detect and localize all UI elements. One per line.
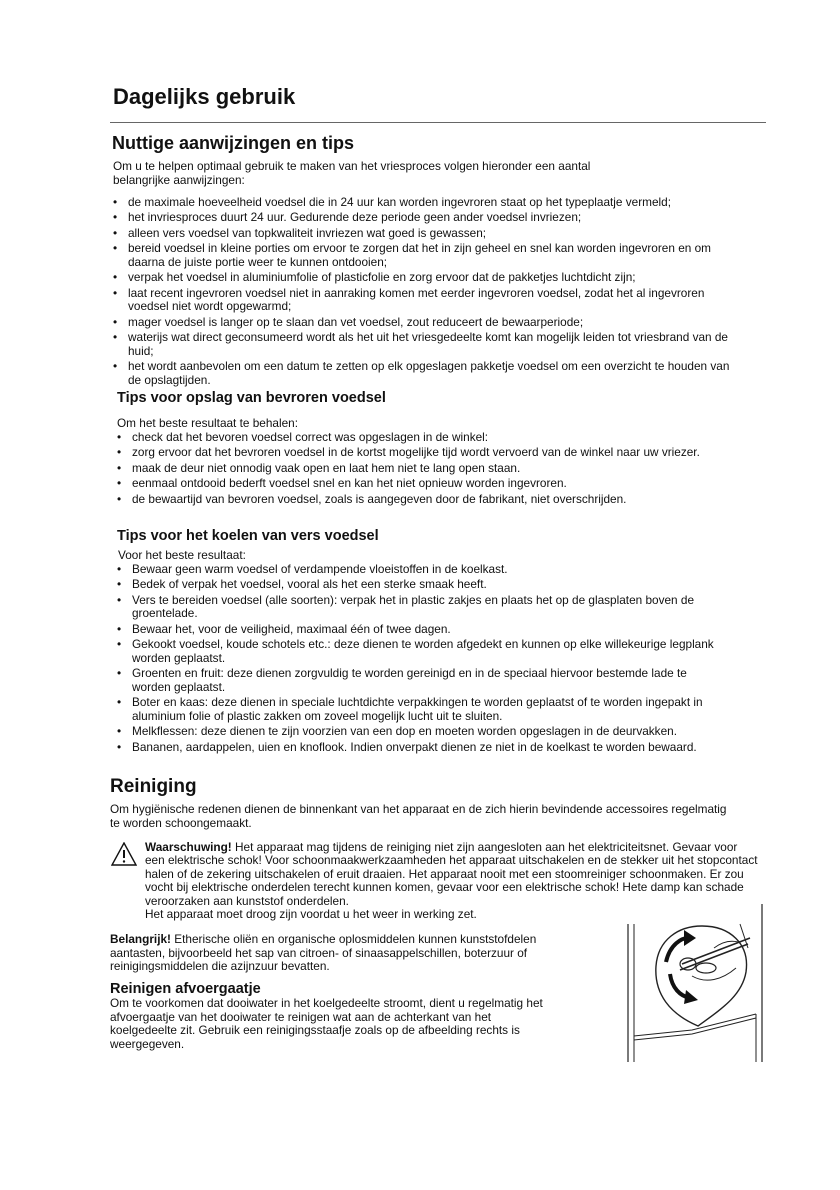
section-heading-fresh-food: Tips voor het koelen van vers voedsel	[117, 528, 379, 544]
list-item: • Bewaar geen warm voedsel of verdampende vloeistoffen in de koelkast.	[117, 563, 722, 577]
title-divider	[110, 122, 766, 123]
tips-list	[113, 196, 741, 389]
warning-triangle-icon	[111, 842, 137, 866]
important-label: Belangrijk!	[110, 932, 171, 946]
list-item: • het wordt aanbevolen om een datum te zetten op elk opgeslagen pakketje voedsel om een overzicht te houden van de opslagtijden.	[113, 360, 741, 387]
section-heading-tips: Nuttige aanwijzingen en tips	[112, 133, 355, 153]
list-item: • Bewaar het, voor de veiligheid, maximaal één of twee dagen.	[117, 623, 722, 637]
list-item: • Gekookt voedsel, koude schotels etc.: deze dienen te worden afgedekt en kunnen op elke willekeurige legplank worden geplaatst.	[117, 638, 722, 665]
page-title: Dagelijks gebruik	[113, 84, 296, 109]
section-heading-frozen-storage: Tips voor opslag van bevroren voedsel	[117, 390, 386, 406]
list-item: • alleen vers voedsel van topkwaliteit invriezen wat goed is gewassen;	[113, 227, 741, 241]
tips-intro: Om u te helpen optimaal gebruik te maken van het vriesproces volgen hieronder een aantal belangrijke aanwijzingen:	[113, 159, 591, 187]
section-heading-drain: Reinigen afvoergaatje	[110, 981, 261, 997]
list-item: • het invriesproces duurt 24 uur. Gedurende deze periode geen ander voedsel invriezen;	[113, 211, 741, 225]
list-item: • de maximale hoeveelheid voedsel die in 24 uur kan worden ingevroren staat op het typeplaatje vermeld;	[113, 196, 741, 210]
list-item: • eenmaal ontdooid bederft voedsel snel en kan het niet opnieuw worden ingevroren.	[117, 477, 717, 491]
list-item: • Bananen, aardappelen, uien en knoflook. Indien onverpakt dienen ze niet in de koelkast te worden bewaard.	[117, 741, 722, 755]
list-item: • Bedek of verpak het voedsel, vooral als het een sterke smaak heeft.	[117, 578, 722, 592]
drain-text: Om te voorkomen dat dooiwater in het koelgedeelte stroomt, dient u regelmatig het afvoergaatje van het dooiwater te reinigen wat aan de achterkant van het koelgedeelte zit. Gebruik een reinigingsstaafje zoals op de afbeelding rechts is weergegeven.	[110, 996, 543, 1051]
list-item: • maak de deur niet onnodig vaak open en laat hem niet te lang open staan.	[117, 462, 717, 476]
list-item: • Groenten en fruit: deze dienen zorgvuldig te worden gereinigd en in de speciaal hiervoor bestemde lade te worden geplaatst.	[117, 667, 722, 694]
cleaning-intro: Om hygiënische redenen dienen de binnenkant van het apparaat en de zich hierin bevindende accessoires regelmatig te worden schoongemaakt.	[110, 802, 727, 830]
warning-text: Het apparaat mag tijdens de reiniging niet zijn aangesloten aan het elektriciteitsnet. Gevaar voor een elektrische schok! Voor schoonmaakwerkzaamheden het apparaat uitschakelen en de stekker uit het stopcontact halen of de zekering uitschakelen of eruit draaien. Het apparaat nooit met een stoomreiniger schoonmaken. Er zou vocht bij elektrische onderdelen terecht kunnen komen, gevaar voor een elektrische schok! Hete damp kan schade veroorzaken aan kunststof onderdelen.	[145, 840, 758, 908]
fresh-food-list	[117, 563, 722, 756]
warning-label: Waarschuwing!	[145, 840, 232, 854]
important-text: Etherische oliën en organische oplosmiddelen kunnen kunststofdelen aantasten, bijvoorbeeld het sap van citroen- of sinaasappelschillen, boterzuur of reinigingsmiddelen die azijnzuur bevatten.	[110, 932, 537, 974]
important-paragraph	[110, 933, 585, 974]
list-item: • waterijs wat direct geconsumeerd wordt als het uit het vriesgedeelte komt kan mogelijk leiden tot vriesbrand van de huid;	[113, 331, 741, 358]
list-item: • bereid voedsel in kleine porties om ervoor te zorgen dat het in zijn geheel en snel kan worden ingevroren en om daarna de juiste portie weer te kunnen ontdooien;	[113, 242, 741, 269]
warning-paragraph	[145, 841, 760, 908]
list-item: • verpak het voedsel in aluminiumfolie of plasticfolie en zorg ervoor dat de pakketjes luchtdicht zijn;	[113, 271, 741, 285]
list-item: • laat recent ingevroren voedsel niet in aanraking komen met eerder ingevroren voedsel, zodat het al ingevroren voedsel niet wordt opgewarmd;	[113, 287, 741, 314]
list-item: • Boter en kaas: deze dienen in speciale luchtdichte verpakkingen te worden geplaatst of te worden ingepakt in aluminium folie of plastic zakken om zoveel mogelijk lucht uit te sluiten.	[117, 696, 722, 723]
list-item: • zorg ervoor dat het bevroren voedsel in de kortst mogelijke tijd wordt vervoerd van de winkel naar uw vriezer.	[117, 446, 717, 460]
warning-dry-note: Het apparaat moet droog zijn voordat u het weer in werking zet.	[145, 907, 477, 922]
list-item: • mager voedsel is langer op te slaan dan vet voedsel, zout reduceert de bewaarperiode;	[113, 316, 741, 330]
list-item: • de bewaartijd van bevroren voedsel, zoals is aangegeven door de fabrikant, niet overschrijden.	[117, 493, 717, 507]
list-item: • check dat het bevoren voedsel correct was opgeslagen in de winkel:	[117, 431, 717, 445]
list-item: • Vers te bereiden voedsel (alle soorten): verpak het in plastic zakjes en plaats het op de glasplaten boven de groentelade.	[117, 594, 722, 621]
drain-cleaning-illustration	[622, 904, 770, 1064]
section-heading-cleaning: Reiniging	[110, 776, 197, 797]
fresh-food-intro: Voor het beste resultaat:	[118, 548, 246, 562]
list-item: • Melkflessen: deze dienen te zijn voorzien van een dop en moeten worden opgeslagen in de deurvakken.	[117, 725, 722, 739]
frozen-storage-intro: Om het beste resultaat te behalen:	[117, 416, 298, 430]
frozen-storage-list	[117, 431, 717, 508]
